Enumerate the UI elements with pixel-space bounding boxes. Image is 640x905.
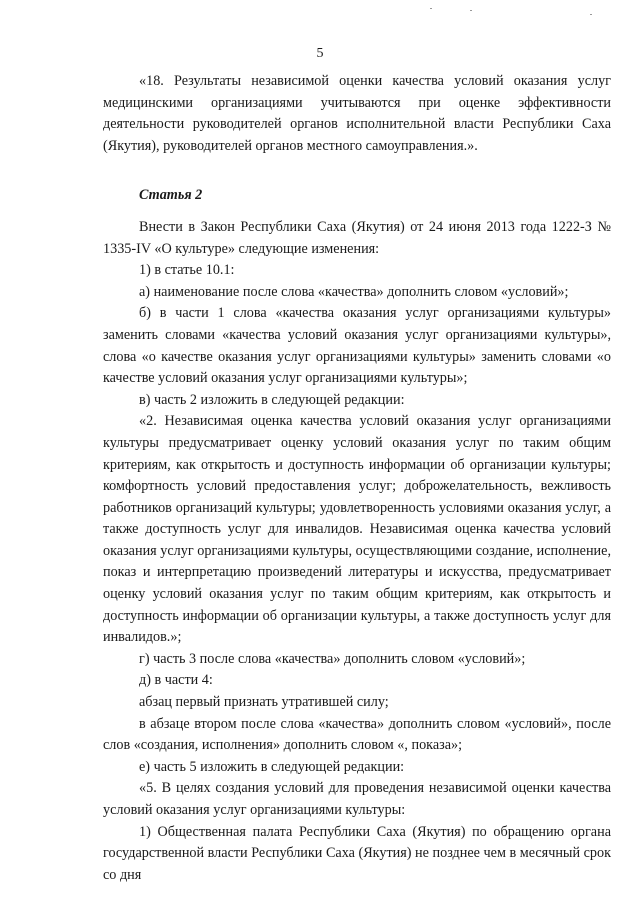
- document-body: [103, 71, 611, 886]
- abzac-1: абзац первый признать утратившей силу;: [139, 694, 389, 711]
- item-v: в) часть 2 изложить в следующей редакции:: [139, 391, 405, 408]
- page-number: 5: [316, 46, 324, 61]
- part-5-item-1: 1) Общественная палата Республики Саха (Якутия) по обращению органа государственной власти Республики Саха (Якутия) не позднее чем в месячный срок со дня: [103, 823, 611, 883]
- scan-speck: [430, 8, 432, 9]
- item-b: б) в части 1 слова «качества оказания услуг организациями культуры» заменить словами «качества условий оказания услуг организациями культуры», слова «о качестве оказания услуг организациями культуры» заменить словами «о качестве условий оказания услуг организациями культуры»;: [103, 305, 611, 387]
- item-d: д) в части 4:: [139, 672, 213, 689]
- item-a: а) наименование после слова «качества» дополнить словом «условий»;: [139, 283, 569, 300]
- item-1: 1) в статье 10.1:: [139, 262, 235, 279]
- item-g: г) часть 3 после слова «качества» дополнить словом «условий»;: [139, 650, 526, 667]
- scan-speck: [590, 14, 592, 15]
- article-intro: Внести в Закон Республики Саха (Якутия) от 24 июня 2013 года 1222-З № 1335-IV «О культуре» следующие изменения:: [103, 218, 611, 257]
- paragraph-18: «18. Результаты независимой оценки качества условий оказания услуг медицинскими организациями учитываются при оценке эффективности деятельности руководителей органов исполнительной власти Республики Саха (Якутия), руководителей органов местного самоуправления.».: [103, 73, 611, 154]
- item-e: е) часть 5 изложить в следующей редакции:: [139, 758, 405, 775]
- abzac-2: в абзаце втором после слова «качества» дополнить словом «условий», после слов «создания, исполнения» дополнить словом «, показа»;: [103, 715, 611, 754]
- scan-speck: [470, 10, 472, 11]
- part-2-text: «2. Независимая оценка качества условий оказания услуг организациями культуры предусматривает оценку условий оказания услуг по таким общим критериям, как открытость и доступность информации об организации культуры; комфортность условий предоставления услуг; доброжелательность, вежливость работников организаций культуры; удовлетворенность условиями оказания услуг, а также доступность услуг для инвалидов. Независимая оценка качества условий оказания услуг организациями культуры, осуществляющими создание, исполнение, показ и интерпретацию произведений литературы и искусства, предусматривает оценку условий оказания услуг по таким общим критериям, как открытость и доступность информации об организации культуры, а также доступность услуг для инвалидов.»;: [103, 413, 611, 646]
- article-heading: Статья 2: [139, 187, 203, 204]
- part-5-text: «5. В целях создания условий для проведения независимой оценки качества условий оказания услуг организациями культуры:: [103, 780, 611, 818]
